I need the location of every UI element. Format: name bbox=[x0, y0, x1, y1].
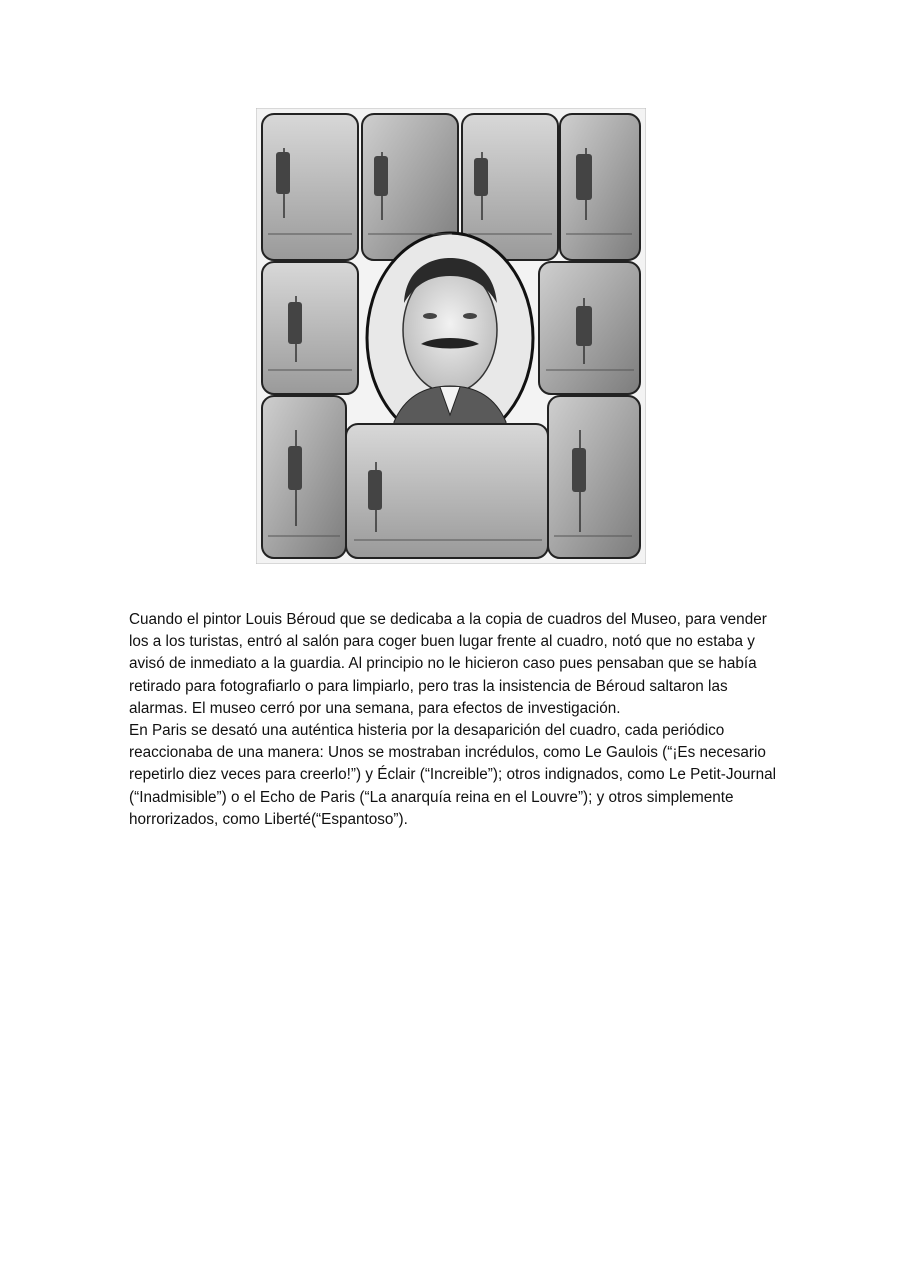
vintage-newspaper-collage-icon bbox=[256, 108, 646, 564]
panel-bottom-right bbox=[548, 396, 640, 558]
paragraph-2: En Paris se desató una auténtica histeria por la desaparición del cuadro, cada periódico reaccionaba de una manera: Unos se mostraban incrédulos, como Le Gaulois (“¡Es necesario repetirlo diez veces para creerlo!”) y Éclair (“Increible”); otros indignados, como Le Petit-Journal (“Inadmisible”) o el Echo de Paris (“La anarquía reina en el Louvre”); y otros simplemente horrorizados, como Liberté(“Espantoso”). bbox=[129, 722, 776, 828]
panel-bottom-left bbox=[262, 396, 346, 558]
paragraph-1: Cuando el pintor Louis Béroud que se dedicaba a la copia de cuadros del Museo, para vender los a los turistas, entró al salón para coger buen lugar frente al cuadro, notó que no estaba y avisó de inmediato a la guardia. Al principio no le hicieron caso pues pensaban que se había retirado para fotografiarlo o para limpiarlo, pero tras la insistencia de Béroud saltaron las alarmas. El museo cerró por una semana, para efectos de investigación. bbox=[129, 611, 767, 717]
article-body bbox=[129, 609, 779, 831]
panel-middle-left bbox=[262, 262, 358, 394]
newspaper-illustration bbox=[256, 108, 646, 564]
panel-top-4 bbox=[560, 114, 640, 260]
